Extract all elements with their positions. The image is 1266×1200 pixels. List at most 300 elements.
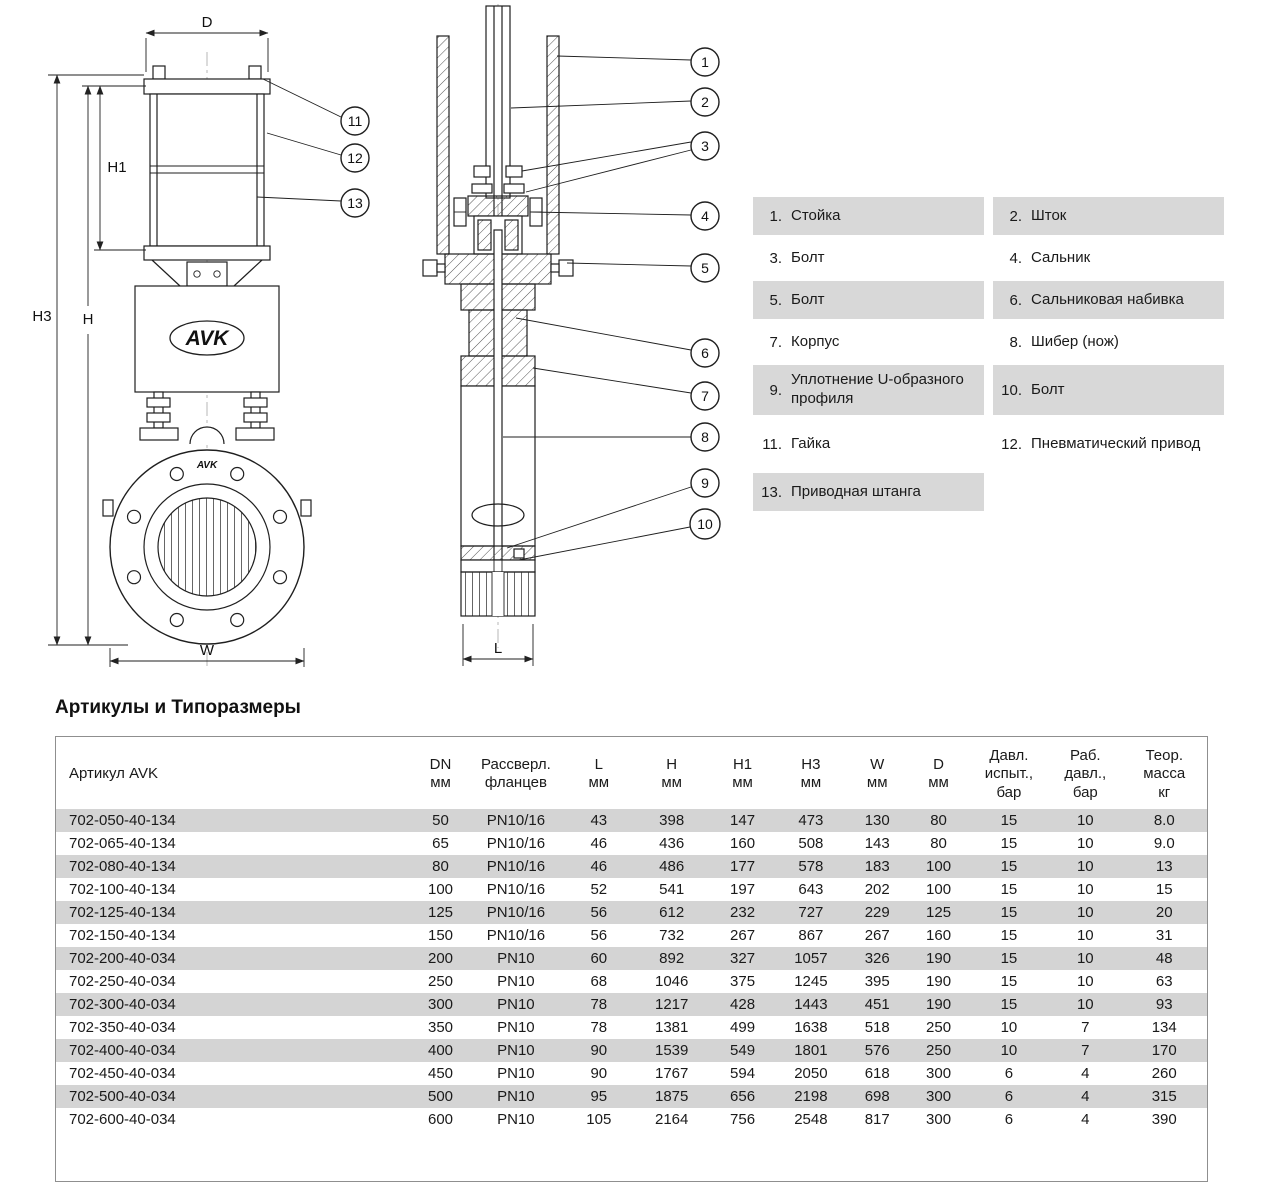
bore-opening — [158, 498, 256, 596]
column-header: L мм — [588, 756, 610, 792]
legend-item-number: 2. — [1009, 207, 1022, 225]
value-cell: 1217 — [654, 995, 689, 1013]
article-cell: 702-125-40-134 — [69, 903, 176, 921]
value-cell: 56 — [590, 926, 608, 944]
value-cell: 197 — [730, 880, 756, 898]
legend-row — [753, 281, 1225, 319]
value-cell: PN10/16 — [486, 811, 546, 829]
column-header: H1 мм — [732, 756, 753, 792]
dim-label-l: L — [493, 640, 503, 657]
legend-item — [753, 239, 984, 277]
legend-item-label: Корпус — [791, 332, 840, 350]
legend-item-number: 6. — [1009, 291, 1022, 309]
valve-technical-drawing — [0, 0, 740, 690]
value-cell: 190 — [926, 972, 952, 990]
legend-item-number: 10. — [1001, 381, 1022, 399]
dim-label-h3: H3 — [32, 308, 52, 325]
value-cell: 105 — [586, 1110, 612, 1128]
value-cell: 10 — [1076, 834, 1094, 852]
legend-item-number: 12. — [1001, 435, 1022, 453]
value-cell: 93 — [1155, 995, 1173, 1013]
article-cell: 702-080-40-134 — [69, 857, 176, 875]
value-cell: 183 — [864, 857, 890, 875]
value-cell: 95 — [590, 1087, 608, 1105]
body-bottom — [461, 572, 535, 616]
value-cell: 100 — [926, 880, 952, 898]
value-cell: 15 — [1000, 995, 1018, 1013]
table-row — [56, 924, 1207, 947]
legend-item — [993, 281, 1224, 319]
value-cell: 518 — [864, 1018, 890, 1036]
value-cell: 327 — [730, 949, 756, 967]
value-cell: 130 — [864, 811, 890, 829]
value-cell: 400 — [427, 1041, 454, 1059]
legend-item — [993, 365, 1224, 415]
legend-item — [993, 239, 1224, 277]
value-cell: PN10 — [497, 995, 535, 1013]
value-cell: 398 — [659, 811, 685, 829]
table-row — [56, 809, 1207, 832]
value-cell: 2548 — [794, 1110, 828, 1128]
value-cell: 10 — [1076, 903, 1094, 921]
legend-item-number: 5. — [769, 291, 782, 309]
value-cell: 15 — [1000, 880, 1018, 898]
value-cell: 229 — [864, 903, 890, 921]
value-cell: 1057 — [794, 949, 828, 967]
article-cell: 702-200-40-034 — [69, 949, 176, 967]
legend-item — [753, 365, 984, 415]
value-cell: 160 — [730, 834, 756, 852]
value-cell: 250 — [926, 1041, 952, 1059]
callout-11 — [263, 79, 369, 135]
value-cell: 60 — [590, 949, 608, 967]
value-cell: 576 — [864, 1041, 890, 1059]
legend-item — [753, 473, 984, 511]
value-cell: 10 — [1076, 811, 1094, 829]
legend-item-label: Болт — [1031, 380, 1065, 398]
value-cell: 9.0 — [1153, 834, 1175, 852]
callout-4-number: 4 — [701, 208, 709, 224]
knife-gate — [494, 230, 502, 560]
column-header: H мм — [661, 756, 682, 792]
value-cell: PN10/16 — [486, 880, 546, 898]
spec-table — [56, 737, 1207, 1131]
value-cell: 15 — [1000, 811, 1018, 829]
value-cell: 10 — [1000, 1018, 1018, 1036]
value-cell: 6 — [1004, 1087, 1014, 1105]
bolt-hole — [128, 510, 141, 523]
article-cell: 702-250-40-034 — [69, 972, 176, 990]
value-cell: 7 — [1081, 1018, 1090, 1036]
callout-9 — [507, 469, 719, 548]
column-header: Артикул AVK — [69, 765, 158, 783]
value-cell: 20 — [1155, 903, 1173, 921]
table-row — [56, 855, 1207, 878]
legend-item-label: Болт — [791, 248, 825, 266]
value-cell: 7 — [1081, 1041, 1090, 1059]
table-row — [56, 1039, 1207, 1062]
value-cell: 15 — [1000, 834, 1018, 852]
value-cell: 63 — [1155, 972, 1173, 990]
value-cell: 1875 — [654, 1087, 689, 1105]
callout-13-number: 13 — [347, 195, 363, 211]
value-cell: 90 — [590, 1064, 608, 1082]
callout-12 — [267, 133, 369, 172]
legend-row — [753, 365, 1225, 415]
value-cell: 80 — [930, 811, 947, 829]
value-cell: 13 — [1155, 857, 1173, 875]
value-cell: 4 — [1081, 1110, 1090, 1128]
value-cell: 125 — [926, 903, 952, 921]
table-row — [56, 993, 1207, 1016]
value-cell: 756 — [730, 1110, 756, 1128]
value-cell: 817 — [864, 1110, 890, 1128]
value-cell: 8.0 — [1153, 811, 1175, 829]
bolt-hole — [274, 510, 287, 523]
value-cell: 1245 — [794, 972, 828, 990]
value-cell: 698 — [864, 1087, 890, 1105]
value-cell: 46 — [590, 834, 608, 852]
callout-6-number: 6 — [701, 345, 709, 361]
value-cell: 390 — [1151, 1110, 1177, 1128]
legend-item-number: 9. — [769, 381, 782, 399]
callout-13 — [257, 189, 369, 217]
value-cell: 892 — [659, 949, 685, 967]
value-cell: 15 — [1000, 949, 1018, 967]
value-cell: PN10/16 — [486, 857, 546, 875]
column-header: D мм — [928, 756, 949, 792]
value-cell: PN10 — [497, 1064, 535, 1082]
spec-table-body — [56, 809, 1207, 1131]
value-cell: 200 — [427, 949, 454, 967]
callout-1-number: 1 — [701, 54, 709, 70]
value-cell: 80 — [432, 857, 449, 875]
value-cell: PN10 — [497, 1041, 535, 1059]
legend-item-label: Приводная штанга — [791, 482, 921, 500]
section-view — [423, 4, 573, 666]
value-cell: 732 — [659, 926, 685, 944]
avk-logo-small-text: AVK — [196, 460, 218, 471]
dimension-h1 — [82, 86, 146, 250]
legend-item — [753, 281, 984, 319]
value-cell: 6 — [1004, 1064, 1014, 1082]
value-cell: 10 — [1076, 926, 1094, 944]
value-cell: 612 — [659, 903, 685, 921]
table-row — [56, 878, 1207, 901]
value-cell: 15 — [1000, 972, 1018, 990]
value-cell: 428 — [730, 995, 756, 1013]
column-header: DN мм — [429, 756, 452, 792]
column-header: W мм — [866, 756, 888, 792]
callout-5 — [567, 254, 719, 282]
value-cell: 90 — [590, 1041, 608, 1059]
value-cell: 436 — [659, 834, 685, 852]
table-row — [56, 901, 1207, 924]
value-cell: 31 — [1155, 926, 1173, 944]
callout-11-number: 11 — [347, 113, 363, 129]
article-cell: 702-500-40-034 — [69, 1087, 176, 1105]
value-cell: 147 — [730, 811, 756, 829]
legend-item — [753, 419, 984, 469]
value-cell: 50 — [432, 811, 449, 829]
bolt-hole — [170, 614, 183, 627]
column-header: Теор. масса кг — [1143, 747, 1186, 801]
article-cell: 702-050-40-134 — [69, 811, 176, 829]
article-cell: 702-450-40-034 — [69, 1064, 176, 1082]
value-cell: 350 — [427, 1018, 454, 1036]
value-cell: 1381 — [654, 1018, 689, 1036]
legend-item — [993, 323, 1224, 361]
yoke — [152, 260, 262, 286]
dimension-h — [83, 86, 94, 645]
value-cell: 10 — [1076, 949, 1094, 967]
value-cell: 499 — [730, 1018, 756, 1036]
value-cell: 395 — [864, 972, 890, 990]
value-cell: 486 — [659, 857, 685, 875]
callout-6 — [516, 318, 719, 367]
value-cell: 6 — [1004, 1110, 1014, 1128]
legend-row — [753, 239, 1225, 277]
value-cell: 643 — [798, 880, 824, 898]
legend-item-number: 11. — [762, 435, 782, 453]
callout-2 — [511, 88, 719, 116]
spec-table-header-row — [56, 737, 1207, 809]
legend-item — [753, 323, 984, 361]
value-cell: PN10 — [497, 949, 535, 967]
flange-lug — [103, 500, 113, 516]
dim-label-w: W — [199, 642, 215, 659]
value-cell: 1046 — [654, 972, 689, 990]
value-cell: 250 — [926, 1018, 952, 1036]
legend-item-label: Болт — [791, 290, 825, 308]
value-cell: PN10/16 — [486, 834, 546, 852]
value-cell: 10 — [1076, 857, 1094, 875]
value-cell: 867 — [798, 926, 824, 944]
value-cell: PN10 — [497, 972, 535, 990]
legend-item-number: 1. — [769, 207, 782, 225]
value-cell: 68 — [590, 972, 608, 990]
table-row — [56, 832, 1207, 855]
legend-item-number: 3. — [769, 249, 782, 267]
value-cell: 1443 — [794, 995, 828, 1013]
value-cell: 2050 — [794, 1064, 828, 1082]
value-cell: 375 — [730, 972, 756, 990]
value-cell: 160 — [926, 926, 952, 944]
callout-10-number: 10 — [697, 516, 713, 532]
value-cell: 46 — [590, 857, 608, 875]
bolt-hole — [170, 468, 183, 481]
callout-7-number: 7 — [701, 388, 709, 404]
table-row — [56, 1062, 1207, 1085]
avk-logo-text: AVK — [185, 327, 229, 350]
value-cell: 315 — [1151, 1087, 1177, 1105]
legend-item — [993, 419, 1224, 469]
value-cell: 450 — [427, 1064, 454, 1082]
flange-lug — [301, 500, 311, 516]
dim-label-h1: H1 — [107, 159, 127, 176]
value-cell: 10 — [1000, 1041, 1018, 1059]
table-row — [56, 1085, 1207, 1108]
bolt-hole — [128, 571, 141, 584]
value-cell: 250 — [427, 972, 454, 990]
value-cell: 300 — [926, 1064, 952, 1082]
spec-table-container — [55, 736, 1208, 1182]
value-cell: 267 — [730, 926, 756, 944]
column-header: Давл. испыт., бар — [984, 747, 1034, 801]
bolt-hole — [231, 614, 244, 627]
callout-2-number: 2 — [701, 94, 709, 110]
value-cell: PN10 — [497, 1110, 535, 1128]
value-cell: 300 — [926, 1110, 952, 1128]
bolt-hole — [231, 468, 244, 481]
pneumatic-actuator — [144, 66, 270, 260]
dim-label-h: H — [82, 311, 94, 328]
dim-label-d: D — [201, 14, 213, 31]
value-cell: 10 — [1076, 880, 1094, 898]
table-row — [56, 970, 1207, 993]
value-cell: 170 — [1151, 1041, 1177, 1059]
value-cell: 15 — [1000, 857, 1018, 875]
value-cell: PN10/16 — [486, 926, 546, 944]
value-cell: 600 — [427, 1110, 454, 1128]
legend-item-label: Сальниковая набивка — [1031, 290, 1184, 308]
value-cell: 10 — [1076, 972, 1094, 990]
value-cell: 1767 — [654, 1064, 689, 1082]
value-cell: 100 — [926, 857, 952, 875]
value-cell: 2164 — [654, 1110, 689, 1128]
value-cell: 48 — [1155, 949, 1173, 967]
value-cell: 508 — [798, 834, 824, 852]
value-cell: PN10 — [497, 1018, 535, 1036]
legend-item — [753, 197, 984, 235]
callout-12-number: 12 — [347, 150, 363, 166]
legend-item-label: Пневматический привод — [1031, 434, 1201, 452]
legend-item-label: Гайка — [791, 434, 831, 452]
callout-9-number: 9 — [701, 475, 709, 491]
value-cell: 578 — [798, 857, 824, 875]
value-cell: 473 — [798, 811, 824, 829]
legend-row — [753, 323, 1225, 361]
value-cell: 202 — [864, 880, 890, 898]
value-cell: 549 — [730, 1041, 756, 1059]
callout-8-number: 8 — [701, 429, 709, 445]
bonnet-bolts — [140, 392, 274, 444]
article-cell: 702-100-40-134 — [69, 880, 176, 898]
value-cell: 190 — [926, 995, 952, 1013]
article-cell: 702-150-40-134 — [69, 926, 176, 944]
callout-3-number: 3 — [701, 138, 709, 154]
legend-item-label: Шток — [1031, 206, 1067, 224]
seat-bolt — [514, 549, 524, 558]
column-header: Рассверл. фланцев — [481, 756, 551, 792]
value-cell: 541 — [659, 880, 685, 898]
value-cell: 594 — [730, 1064, 756, 1082]
legend-item — [993, 197, 1224, 235]
article-cell: 702-300-40-034 — [69, 995, 176, 1013]
callout-7 — [533, 368, 719, 410]
value-cell: 80 — [930, 834, 947, 852]
value-cell: 451 — [864, 995, 890, 1013]
value-cell: 1638 — [794, 1018, 828, 1036]
value-cell: 2198 — [794, 1087, 828, 1105]
value-cell: 15 — [1000, 903, 1018, 921]
table-row — [56, 1016, 1207, 1039]
value-cell: 150 — [427, 926, 454, 944]
front-view — [32, 14, 369, 668]
legend-row — [753, 197, 1225, 235]
column-header: Раб. давл., бар — [1064, 747, 1107, 801]
value-cell: 500 — [427, 1087, 454, 1105]
value-cell: PN10 — [497, 1087, 535, 1105]
callout-1 — [557, 48, 719, 76]
value-cell: 4 — [1081, 1087, 1090, 1105]
column-header: H3 мм — [800, 756, 822, 792]
legend-empty-cell — [993, 473, 1224, 511]
article-cell: 702-065-40-134 — [69, 834, 176, 852]
table-title: Артикулы и Типоразмеры — [55, 697, 301, 718]
valve-body-flange — [103, 450, 311, 644]
value-cell: 190 — [926, 949, 952, 967]
legend-item-number: 4. — [1009, 249, 1022, 267]
callout-5-number: 5 — [701, 260, 709, 276]
legend-item-number: 13. — [761, 483, 782, 501]
legend-item-number: 7. — [769, 333, 782, 351]
table-row — [56, 1108, 1207, 1131]
legend-row — [753, 419, 1225, 469]
article-cell: 702-350-40-034 — [69, 1018, 176, 1036]
legend-item-number: 8. — [1009, 333, 1022, 351]
value-cell: PN10/16 — [486, 903, 546, 921]
article-cell: 702-400-40-034 — [69, 1041, 176, 1059]
value-cell: 125 — [427, 903, 454, 921]
value-cell: 65 — [432, 834, 449, 852]
value-cell: 618 — [864, 1064, 890, 1082]
stem — [486, 6, 510, 228]
parts-legend — [753, 197, 1225, 511]
value-cell: 78 — [590, 995, 608, 1013]
value-cell: 267 — [864, 926, 890, 944]
table-row — [56, 947, 1207, 970]
value-cell: 43 — [590, 811, 608, 829]
value-cell: 727 — [798, 903, 824, 921]
legend-item-label: Уплотнение U-образного профиля — [791, 371, 964, 407]
legend-item-label: Сальник — [1031, 248, 1091, 266]
value-cell: 4 — [1081, 1064, 1090, 1082]
value-cell: 177 — [730, 857, 756, 875]
legend-item-label: Шибер (нож) — [1031, 332, 1119, 350]
value-cell: 1539 — [654, 1041, 689, 1059]
value-cell: 260 — [1151, 1064, 1177, 1082]
value-cell: 143 — [864, 834, 890, 852]
value-cell: 1801 — [794, 1041, 828, 1059]
value-cell: 300 — [926, 1087, 952, 1105]
value-cell: 52 — [590, 880, 608, 898]
bolt-hole — [274, 571, 287, 584]
value-cell: 10 — [1076, 995, 1094, 1013]
value-cell: 78 — [590, 1018, 608, 1036]
article-cell: 702-600-40-034 — [69, 1110, 176, 1128]
value-cell: 232 — [730, 903, 756, 921]
value-cell: 15 — [1155, 880, 1173, 898]
value-cell: 15 — [1000, 926, 1018, 944]
value-cell: 56 — [590, 903, 608, 921]
value-cell: 300 — [427, 995, 454, 1013]
value-cell: 134 — [1151, 1018, 1177, 1036]
value-cell: 656 — [730, 1087, 756, 1105]
legend-row — [753, 473, 1225, 511]
bonnet — [135, 286, 279, 392]
value-cell: 100 — [427, 880, 454, 898]
